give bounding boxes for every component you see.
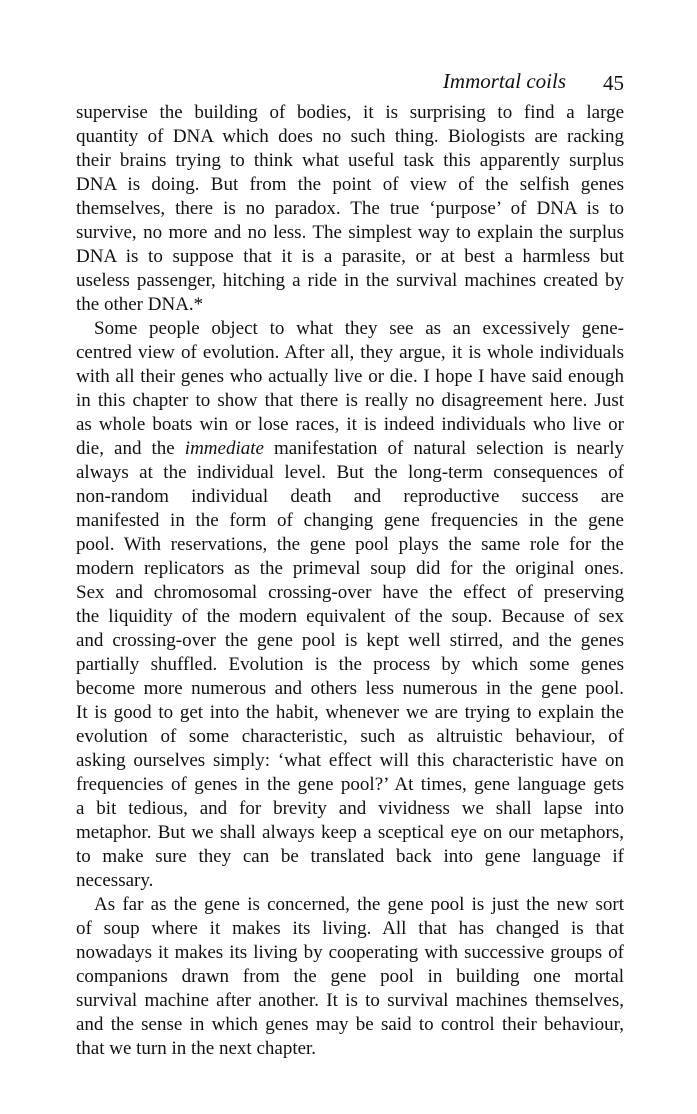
text-line: that we turn in the next chapter. <box>76 1038 317 1059</box>
text-line: always at the individual level. But the long-term consequences of <box>76 462 624 483</box>
text-line: Sex and chromosomal crossing-over have the effect of preserving <box>76 582 624 603</box>
text-line: useless passenger, hitching a ride in the survival machines created by <box>76 270 624 291</box>
text-line: DNA is to suppose that it is a parasite, or at best a harmless but <box>76 246 624 267</box>
text-line: pool. With reservations, the gene pool plays the same role for the <box>76 534 624 555</box>
text-line: and crossing-over the gene pool is kept well stirred, and the genes <box>76 630 624 651</box>
text-line: nowadays it makes its living by cooperating with successive groups of <box>76 942 624 963</box>
text-line: supervise the building of bodies, it is surprising to find a large <box>76 102 624 123</box>
text-line: in this chapter to show that there is really no disagreement here. Just <box>76 390 624 411</box>
text-line: themselves, there is no paradox. The true ‘purpose’ of DNA is to <box>76 198 624 219</box>
text-line: quantity of DNA which does no such thing. Biologists are racking <box>76 126 624 147</box>
text-line: centred view of evolution. After all, they argue, it is whole individuals <box>76 342 624 363</box>
text-line: die, and the immediate manifestation of natural selection is nearly <box>76 438 624 459</box>
text-line: DNA is doing. But from the point of view of the selfish genes <box>76 174 624 195</box>
text-line: the liquidity of the modern equivalent of the soup. Because of sex <box>76 606 624 627</box>
text-line: with all their genes who actually live or die. I hope I have said enough <box>76 366 624 387</box>
text-line: Some people object to what they see as an excessively gene- <box>94 318 624 339</box>
text-line: As far as the gene is concerned, the gene pool is just the new sort <box>94 894 624 915</box>
body-text <box>76 101 624 1061</box>
text-line: manifested in the form of changing gene frequencies in the gene <box>76 510 624 531</box>
text-line: non-random individual death and reproductive success are <box>76 486 624 507</box>
text-line: metaphor. But we shall always keep a sceptical eye on our metaphors, <box>76 822 624 843</box>
text-line: and the sense in which genes may be said to control their behaviour, <box>76 1014 624 1035</box>
text-line: companions drawn from the gene pool in building one mortal <box>76 966 624 987</box>
page-number: 45 <box>603 71 624 95</box>
running-title: Immortal coils <box>442 69 566 93</box>
text-line: become more numerous and others less numerous in the gene pool. <box>76 678 624 699</box>
text-line: modern replicators as the primeval soup did for the original ones. <box>76 558 624 579</box>
text-line: the other DNA.* <box>76 294 204 315</box>
running-head <box>76 68 624 98</box>
text-line: a bit tedious, and for brevity and vividness we shall lapse into <box>76 798 624 819</box>
text-line: evolution of some characteristic, such as altruistic behaviour, of <box>76 726 624 747</box>
text-line: to make sure they can be translated back into gene language if <box>76 846 624 867</box>
text-line: It is good to get into the habit, whenever we are trying to explain the <box>76 702 624 723</box>
text-line: of soup where it makes its living. All that has changed is that <box>76 918 624 939</box>
text-line: frequencies of genes in the gene pool?’ At times, gene language gets <box>76 774 624 795</box>
italic-emphasis: immediate <box>184 438 264 459</box>
text-line: survival machine after another. It is to survival machines themselves, <box>76 990 624 1011</box>
text-line: necessary. <box>76 870 154 891</box>
text-line: partially shuffled. Evolution is the process by which some genes <box>76 654 624 675</box>
text-line: their brains trying to think what useful task this apparently surplus <box>76 150 624 171</box>
text-line: asking ourselves simply: ‘what effect will this characteristic have on <box>76 750 624 771</box>
text-line: as whole boats win or lose races, it is indeed individuals who live or <box>76 414 624 435</box>
text-line: survive, no more and no less. The simplest way to explain the surplus <box>76 222 624 243</box>
